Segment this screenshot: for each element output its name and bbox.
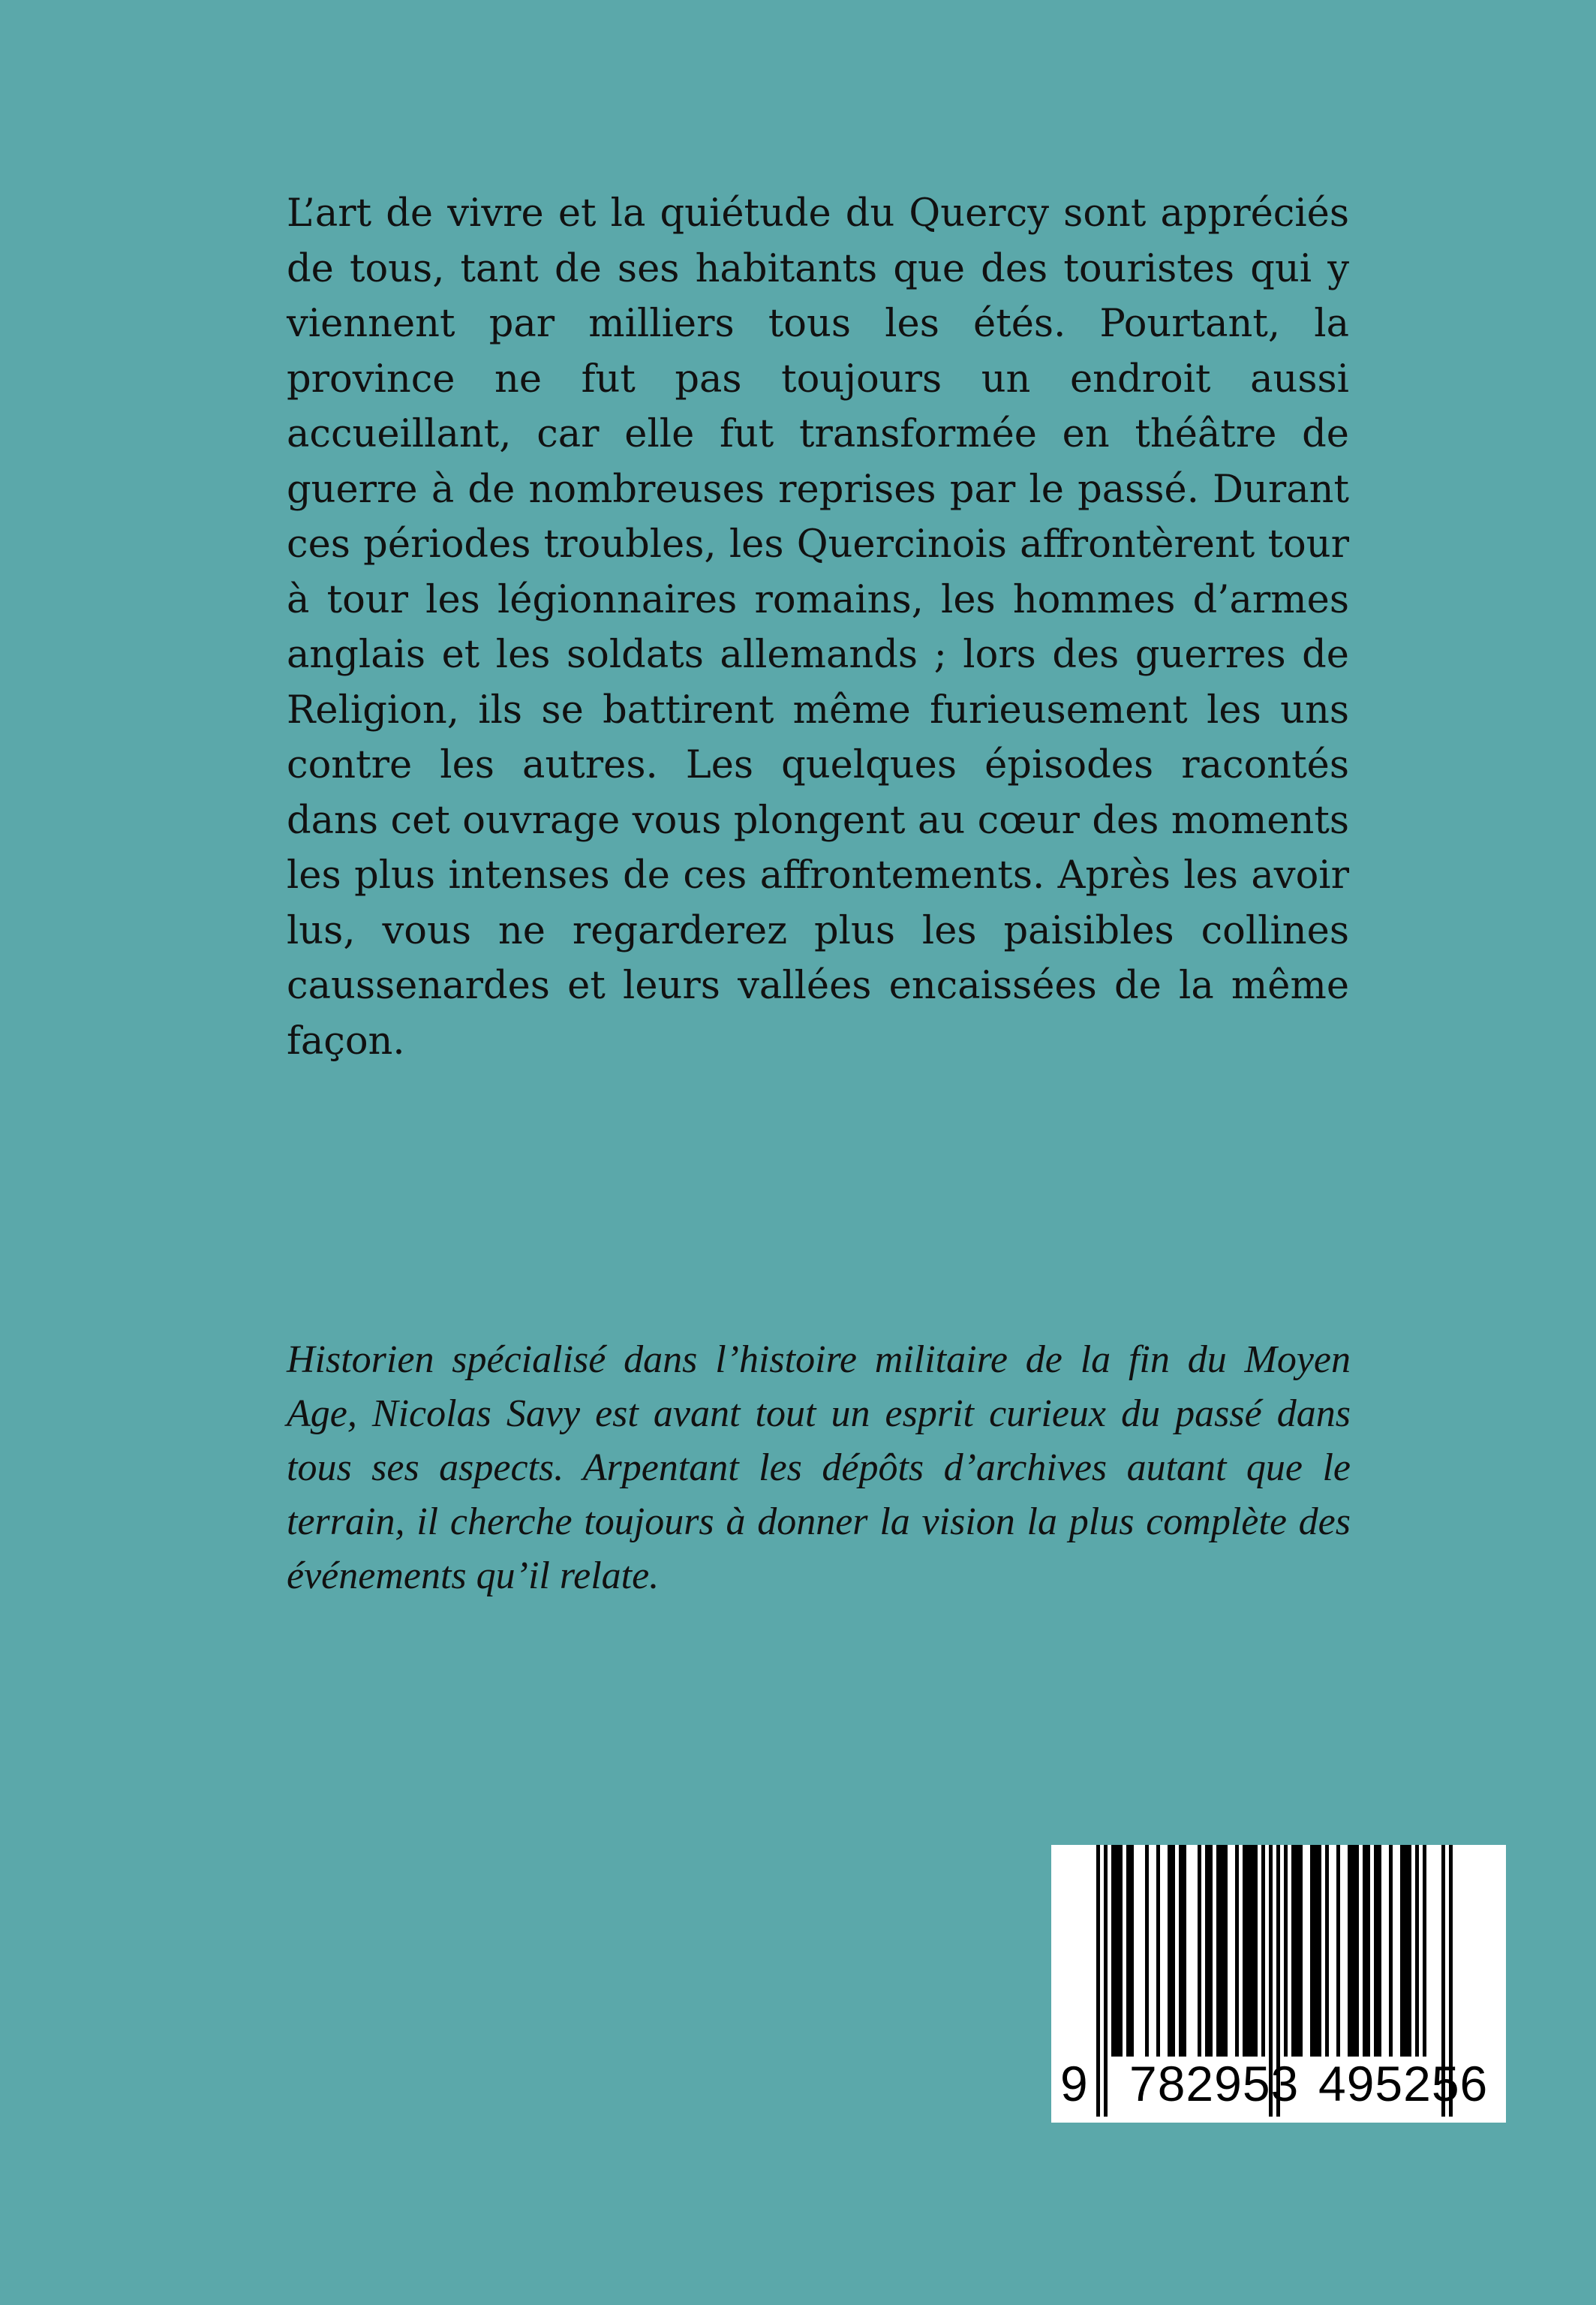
barcode-bar: [1400, 1845, 1404, 2057]
barcode-bar: [1299, 1845, 1303, 2057]
barcode-bar: [1115, 1845, 1119, 2057]
author-bio: Historien spécialisé dans l’histoire militaire de la fin du Moyen Age, Nicolas Savy est avant tout un esprit curieux du passé dans tous ses aspects. Arpentant les dépôts d’archives autant que le terrain, il cherche toujours à donner la vision la plus complète des événements qu’il relate.: [287, 1338, 1351, 1597]
blurb-text: L’art de vivre et la quiétude du Quercy sont appréciés de tous, tant de ses habitants que des touristes qui y viennent par milliers tous les étés. Pourtant, la province ne fut pas toujours un endroit aussi accueillant, car elle fut transformée en théâtre de guerre à de nombreuses reprises par le passé. Durant ces périodes troubles, les Quercinois affrontèrent tour à tour les légionnaires romains, les hommes d’armes anglais et les soldats allemands ; lors des guerres de Religion, ils se battirent même furieusement les uns contre les autres. Les quelques épisodes racontés dans cet ouvrage vous plongent au cœur des moments les plus intenses de ces affrontements. Après les avoir lus, vous ne regarderez plus les paisibles collines caussenardes et leurs vallées encaissées de la même façon.: [287, 191, 1349, 1064]
barcode-bar: [1314, 1845, 1318, 2057]
barcode-bar: [1243, 1845, 1246, 2057]
barcode-first-digit: 9: [1060, 2056, 1088, 2111]
barcode-bar: [1423, 1845, 1426, 2057]
barcode-bar: [1111, 1845, 1115, 2057]
barcode-bar: [1126, 1845, 1130, 2057]
barcode-bar: [1168, 1845, 1171, 2057]
barcode-bar: [1374, 1845, 1378, 2057]
barcode-bar: [1284, 1845, 1288, 2057]
barcode-bar: [1145, 1845, 1149, 2057]
barcode-bar: [1348, 1845, 1351, 2057]
barcode-bar: [1408, 1845, 1411, 2057]
barcode-bar: [1216, 1845, 1220, 2057]
barcode-bar: [1389, 1845, 1393, 2057]
barcode-bar: [1261, 1845, 1265, 2057]
barcode-bar: [1209, 1845, 1213, 2057]
barcode-right-group: 495256: [1318, 2056, 1489, 2111]
barcode-bar: [1156, 1845, 1160, 2057]
isbn-barcode: [1051, 1845, 1506, 2123]
barcode-bar: [1246, 1845, 1250, 2057]
barcode-bar: [1179, 1845, 1183, 2057]
barcode-bar: [1224, 1845, 1228, 2057]
barcode-bar: [1291, 1845, 1295, 2057]
barcode-bar: [1119, 1845, 1123, 2057]
barcode-digits: [1051, 2055, 1506, 2115]
barcode-bar: [1295, 1845, 1299, 2057]
barcode-bar: [1254, 1845, 1258, 2057]
barcode-bar: [1363, 1845, 1366, 2057]
barcode-bar: [1205, 1845, 1209, 2057]
barcode-bar: [1310, 1845, 1314, 2057]
barcode-bar: [1366, 1845, 1370, 2057]
barcode-bar: [1250, 1845, 1254, 2057]
barcode-bar: [1183, 1845, 1186, 2057]
barcode-bar: [1198, 1845, 1201, 2057]
barcode-bar: [1351, 1845, 1355, 2057]
barcode-bar: [1220, 1845, 1224, 2057]
barcode-bar: [1415, 1845, 1419, 2057]
barcode-bar: [1130, 1845, 1134, 2057]
barcode-bar: [1404, 1845, 1408, 2057]
barcode-bar: [1318, 1845, 1321, 2057]
barcode-bar: [1325, 1845, 1329, 2057]
barcode-bar: [1235, 1845, 1239, 2057]
barcode-left-group: 782953: [1129, 2056, 1300, 2111]
barcode-bar: [1171, 1845, 1175, 2057]
barcode-bar: [1355, 1845, 1359, 2057]
barcode-bar: [1378, 1845, 1381, 2057]
barcode-bar: [1336, 1845, 1340, 2057]
